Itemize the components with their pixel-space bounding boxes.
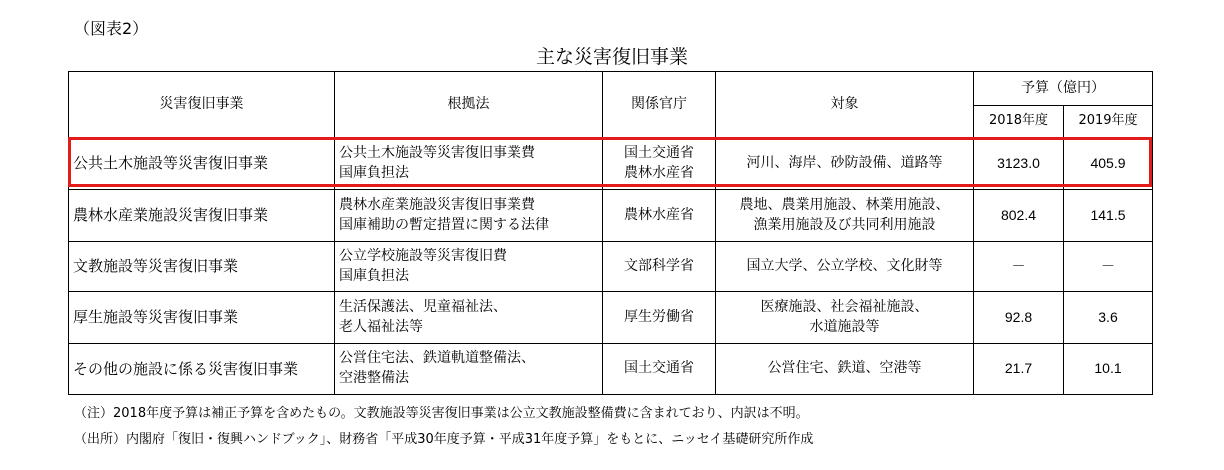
budget-2019-cell: 3.6 [1064,292,1153,344]
target-cell [716,292,974,344]
target-cell [716,242,974,292]
header-budget: 予算（億円） [974,72,1153,106]
target-line: 河川、海岸、砂防設備、道路等 [746,154,943,171]
target-cell [716,190,974,242]
header-2018: 2018年度 [974,106,1064,138]
basis-line: 農林水産業施設災害復旧事業費 [339,196,535,213]
target-line: 医療施設、社会福祉施設、 [760,298,929,315]
basis-line: 老人福祉法等 [339,318,423,335]
project-cell: 公共土木施設等災害復旧事業 [69,138,335,190]
basis-line: 公営住宅法、鉄道軌道整備法、 [339,350,535,367]
budget-2018-cell: － [974,242,1064,292]
budget-2018-cell: 3123.0 [974,138,1064,190]
basis-line: 公共土木施設等災害復旧事業費 [339,144,535,161]
budget-2018-cell: 802.4 [974,190,1064,242]
basis-line: 公立学校施設等災害復旧費 [339,247,507,264]
basis-line: 生活保護法、児童福祉法、 [339,298,507,315]
table-row [69,138,1153,190]
basis-line: 空港整備法 [339,370,409,386]
table-row [69,242,1153,292]
figure-label: （図表2） [74,19,149,38]
table-row [69,190,1153,242]
basis-cell [335,138,603,190]
budget-2018-cell: 92.8 [974,292,1064,344]
project-cell: 厚生施設等災害復旧事業 [69,292,335,344]
disaster-recovery-table [68,71,1152,394]
target-line: 国立大学、公立学校、文化財等 [746,257,943,274]
page-title: 主な災害復旧事業 [535,46,688,68]
budget-2019-cell: － [1064,242,1153,292]
footnote: （注）2018年度予算は補正予算を含めたもの。文教施設等災害復旧事業は公立文教施設整備費に含まれており、内訳は不明。 [74,406,809,421]
basis-line: 国庫負担法 [339,267,409,284]
project-cell: 農林水産業施設災害復旧事業 [69,190,335,242]
header-ministry: 関係官庁 [603,72,716,138]
budget-2019-cell: 405.9 [1064,138,1153,190]
basis-cell [335,242,603,292]
basis-cell [335,292,603,344]
basis-cell [335,190,603,242]
ministry-cell: 国土交通省 [603,344,716,395]
budget-2019-cell: 141.5 [1064,190,1153,242]
table-row [69,292,1153,344]
source-note: （出所）内閣府「復旧・復興ハンドブック」、財務省「平成30年度予算・平成31年度予算」をもとに、ニッセイ基礎研究所作成 [74,432,814,447]
ministry-cell: 農林水産省 [603,190,716,242]
ministry-cell: 国土交通省 農林水産省 [603,138,716,190]
basis-line: 国庫負担法 [339,164,409,181]
header-target: 対象 [716,72,974,138]
ministry-cell: 厚生労働省 [603,292,716,344]
target-line: 公営住宅、鉄道、空港等 [767,360,922,377]
project-cell: 文教施設等災害復旧事業 [69,242,335,292]
header-basis: 根拠法 [335,72,603,138]
table-row [69,344,1153,395]
budget-2019-cell: 10.1 [1064,344,1153,395]
target-line: 水道施設等 [809,318,880,335]
target-line: 農地、農業用施設、林業用施設、 [739,196,950,213]
project-cell: その他の施設に係る災害復旧事業 [69,344,335,395]
budget-2018-cell: 21.7 [974,344,1064,395]
header-project: 災害復旧事業 [69,72,335,138]
ministry-cell: 文部科学省 [603,242,716,292]
target-cell [716,138,974,190]
basis-cell [335,344,603,395]
target-line: 漁業用施設及び共同利用施設 [753,216,936,233]
target-cell [716,344,974,395]
basis-line: 国庫補助の暫定措置に関する法律 [339,216,549,233]
header-2019: 2019年度 [1064,106,1153,138]
